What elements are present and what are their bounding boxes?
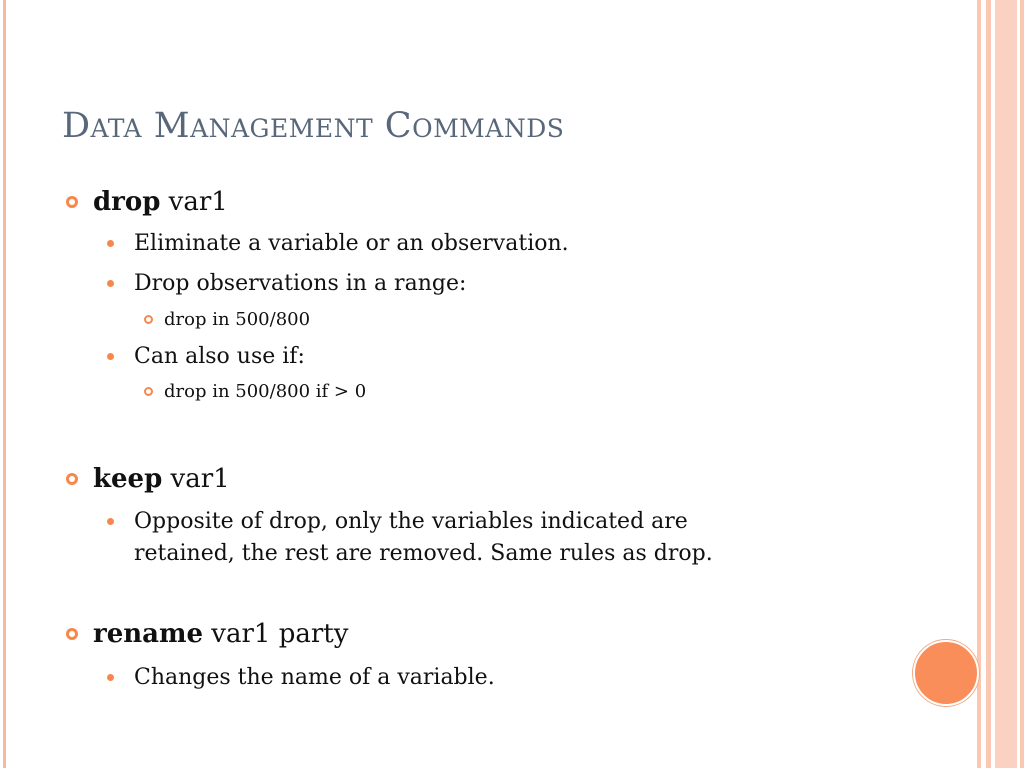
sub-bullet bbox=[134, 506, 688, 538]
sub-bullet bbox=[134, 228, 569, 260]
command-args: var1 bbox=[162, 464, 230, 494]
right-stripe-1 bbox=[977, 0, 981, 768]
decorative-circle bbox=[913, 640, 979, 706]
sub-sub-bullet bbox=[164, 309, 310, 330]
sub-sub-bullet bbox=[164, 381, 366, 402]
command-keyword: keep bbox=[93, 464, 163, 494]
sub-bullet-text: Changes the name of a variable. bbox=[134, 665, 495, 690]
command-args: var1 bbox=[160, 187, 228, 217]
right-stripe-4 bbox=[1020, 0, 1024, 768]
sub-bullet-continuation bbox=[134, 538, 713, 570]
ring-bullet-icon bbox=[66, 628, 78, 640]
sub-bullet-text-line-2: retained, the rest are removed. Same rules as drop. bbox=[134, 541, 713, 566]
command-keyword: rename bbox=[93, 619, 204, 649]
dot-bullet-icon bbox=[107, 674, 114, 681]
command-args: var1 party bbox=[203, 619, 349, 649]
dot-bullet-icon bbox=[107, 280, 114, 287]
ring-bullet-icon bbox=[66, 196, 78, 208]
right-stripe-2 bbox=[986, 0, 991, 768]
dot-bullet-icon bbox=[107, 353, 114, 360]
command-keyword: drop bbox=[93, 187, 161, 217]
sub-sub-bullet-text: drop in 500/800 if > 0 bbox=[164, 381, 367, 402]
sub-bullet-text: Drop observations in a range: bbox=[134, 271, 467, 296]
ring-bullet-icon bbox=[66, 473, 78, 485]
dot-bullet-icon bbox=[107, 518, 114, 525]
slide-title: Data Management Commands bbox=[62, 106, 565, 146]
left-border-line bbox=[3, 0, 6, 768]
bullet-keep bbox=[93, 464, 230, 494]
sub-bullet bbox=[134, 662, 495, 694]
ring-bullet-icon bbox=[144, 315, 153, 324]
sub-bullet bbox=[134, 341, 305, 373]
sub-bullet bbox=[134, 268, 466, 300]
sub-bullet-text: Can also use if: bbox=[134, 344, 305, 369]
sub-sub-bullet-text: drop in 500/800 bbox=[164, 309, 311, 330]
right-stripe-3 bbox=[995, 0, 1017, 768]
sub-bullet-text-line-1: Opposite of drop, only the variables indicated are bbox=[134, 509, 688, 534]
sub-bullet-text: Eliminate a variable or an observation. bbox=[134, 231, 569, 256]
bullet-drop bbox=[93, 187, 228, 217]
dot-bullet-icon bbox=[107, 240, 114, 247]
ring-bullet-icon bbox=[144, 387, 153, 396]
bullet-rename bbox=[93, 619, 348, 649]
